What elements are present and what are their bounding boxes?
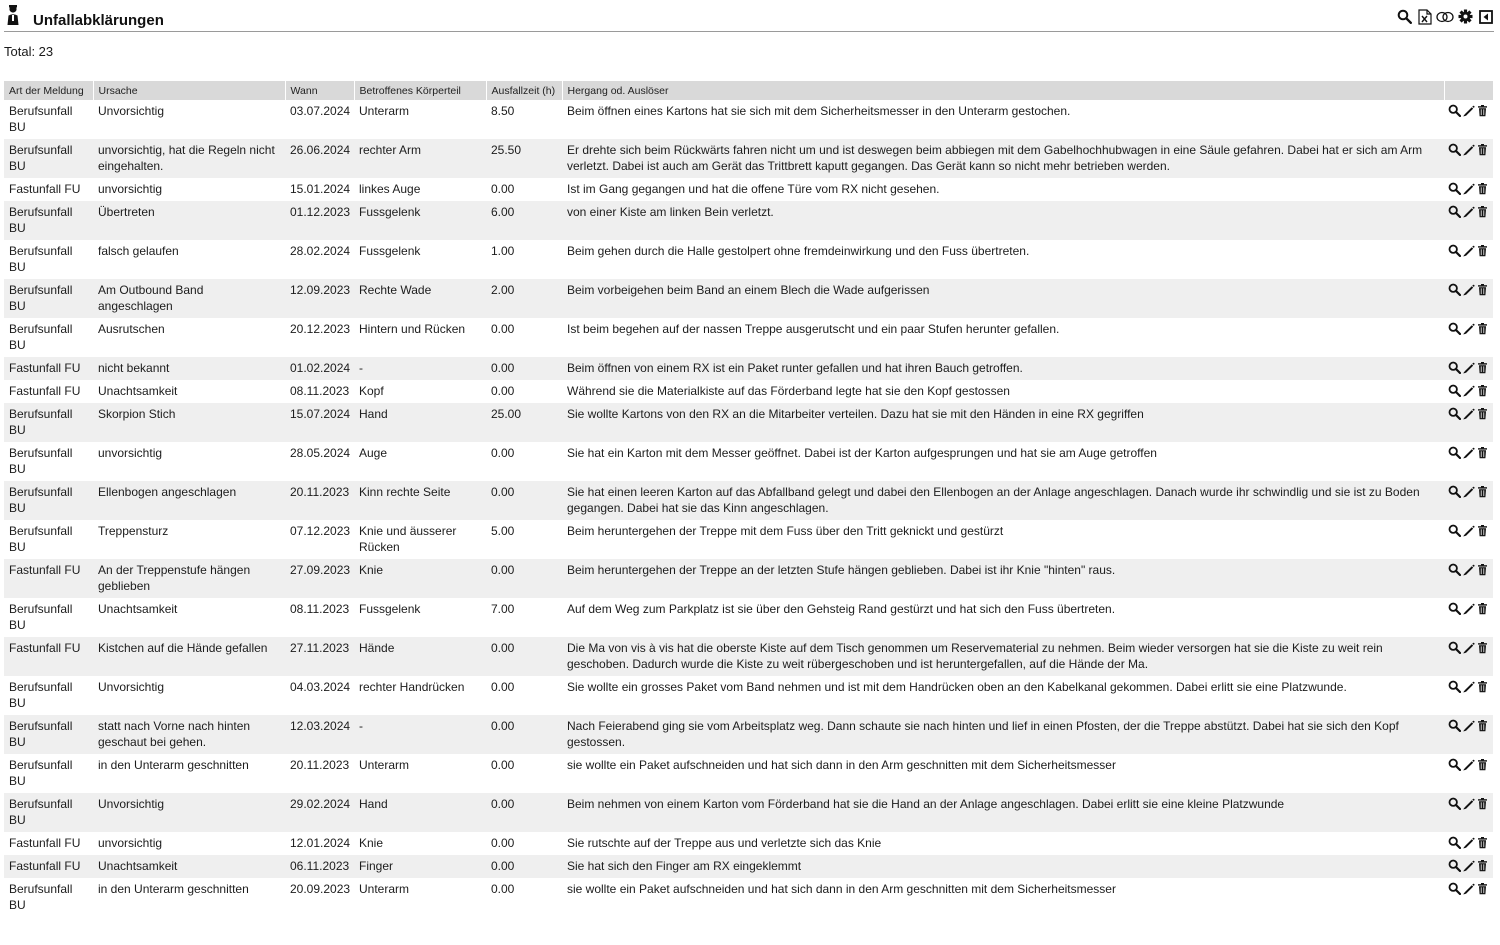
- cell-wann: 04.03.2024: [285, 676, 354, 715]
- cell-ursache: unvorsichtig, hat die Regeln nicht eingehalten.: [93, 139, 285, 178]
- cell-koerperteil: -: [354, 357, 486, 380]
- cell-art: Fastunfall FU: [4, 357, 93, 380]
- collapse-panel-icon[interactable]: [1477, 8, 1494, 25]
- search-icon[interactable]: [1448, 407, 1461, 420]
- row-actions: [1444, 357, 1493, 380]
- table-row[interactable]: [4, 878, 1493, 917]
- row-actions: [1444, 481, 1493, 520]
- table-row[interactable]: [4, 442, 1493, 481]
- cell-ausfallzeit: 25.50: [486, 139, 562, 178]
- cell-ursache: in den Unterarm geschnitten: [93, 878, 285, 917]
- cell-ausfallzeit: 0.00: [486, 754, 562, 793]
- cell-koerperteil: linkes Auge: [354, 178, 486, 201]
- cell-art: Berufsunfall BU: [4, 201, 93, 240]
- pencil-icon[interactable]: [1462, 836, 1475, 849]
- search-icon[interactable]: [1448, 283, 1461, 296]
- cell-koerperteil: Unterarm: [354, 754, 486, 793]
- cell-art: Fastunfall FU: [4, 855, 93, 878]
- cell-ursache: Unvorsichtig: [93, 676, 285, 715]
- search-icon[interactable]: [1448, 244, 1461, 257]
- cell-wann: 12.01.2024: [285, 832, 354, 855]
- cell-ausfallzeit: 8.50: [486, 100, 562, 139]
- trash-icon[interactable]: [1476, 641, 1489, 654]
- column-header-hergang[interactable]: Hergang od. Auslöser: [562, 81, 1444, 100]
- trash-icon[interactable]: [1476, 361, 1489, 374]
- table-row[interactable]: [4, 855, 1493, 878]
- table-body: [4, 100, 1493, 917]
- cell-hergang: Beim nehmen von einem Karton vom Förderband hat sie die Hand an der Anlage angeschlagen. Dabei erlitt sie eine kleine Platzwunde: [562, 793, 1444, 832]
- cell-ausfallzeit: 6.00: [486, 201, 562, 240]
- cell-hergang: Beim heruntergehen der Treppe mit dem Fuss über den Tritt geknickt und gestürzt: [562, 520, 1444, 559]
- table-row[interactable]: [4, 403, 1493, 442]
- cell-ursache: unvorsichtig: [93, 178, 285, 201]
- row-actions: [1444, 139, 1493, 178]
- table-row[interactable]: [4, 357, 1493, 380]
- pencil-icon[interactable]: [1462, 797, 1475, 810]
- table-row[interactable]: [4, 832, 1493, 855]
- pencil-icon[interactable]: [1462, 882, 1475, 895]
- cell-koerperteil: Finger: [354, 855, 486, 878]
- cell-ausfallzeit: 0.00: [486, 676, 562, 715]
- cell-ursache: Ellenbogen angeschlagen: [93, 481, 285, 520]
- trash-icon[interactable]: [1476, 563, 1489, 576]
- cell-ausfallzeit: 25.00: [486, 403, 562, 442]
- cell-ursache: statt nach Vorne nach hinten geschaut bei gehen.: [93, 715, 285, 754]
- cell-hergang: Er drehte sich beim Rückwärts fahren nicht um und ist deswegen beim abbiegen mit dem Gabelhochhubwagen in eine Säule gefahren. Dabei hat er sich am Arm verletzt. Dabei ist auch am Gerät das Trittbrett kaputt gegangen. Das Gerät kann so nicht mehr betrieben werden.: [562, 139, 1444, 178]
- cell-hergang: Sie wollte ein grosses Paket vom Band nehmen und ist mit dem Handrücken oben an den Kabelkanal gekommen. Dabei erlitt sie eine Platzwunde.: [562, 676, 1444, 715]
- search-icon[interactable]: [1448, 719, 1461, 732]
- cell-art: Berufsunfall BU: [4, 676, 93, 715]
- cell-ausfallzeit: 0.00: [486, 878, 562, 917]
- row-actions: [1444, 100, 1493, 139]
- cell-art: Berufsunfall BU: [4, 481, 93, 520]
- gear-icon[interactable]: [1457, 8, 1474, 25]
- pencil-icon[interactable]: [1462, 407, 1475, 420]
- search-icon[interactable]: [1448, 384, 1461, 397]
- pencil-icon[interactable]: [1462, 182, 1475, 195]
- cell-wann: 01.12.2023: [285, 201, 354, 240]
- table-header-row: [4, 81, 1493, 100]
- cell-art: Berufsunfall BU: [4, 442, 93, 481]
- pencil-icon[interactable]: [1462, 524, 1475, 537]
- search-icon[interactable]: [1448, 205, 1461, 218]
- row-actions: [1444, 201, 1493, 240]
- table-row[interactable]: [4, 178, 1493, 201]
- cell-ursache: unvorsichtig: [93, 442, 285, 481]
- cell-hergang: Beim gehen durch die Halle gestolpert ohne fremdeinwirkung und den Fuss übertreten.: [562, 240, 1444, 279]
- pencil-icon[interactable]: [1462, 283, 1475, 296]
- cell-wann: 12.03.2024: [285, 715, 354, 754]
- cell-wann: 27.09.2023: [285, 559, 354, 598]
- table-row[interactable]: [4, 481, 1493, 520]
- page-header: [4, 0, 1494, 32]
- pencil-icon[interactable]: [1462, 758, 1475, 771]
- search-icon[interactable]: [1396, 8, 1413, 25]
- cell-ursache: nicht bekannt: [93, 357, 285, 380]
- search-icon[interactable]: [1448, 104, 1461, 117]
- search-icon[interactable]: [1448, 446, 1461, 459]
- pencil-icon[interactable]: [1462, 680, 1475, 693]
- cell-hergang: Sie hat einen leeren Karton auf das Abfallband gelegt und dabei den Ellenbogen an der Anlage angeschlagen. Danach wurde ihr schwindlig und sie ist zu Boden gegangen. Dabei hat sie das Kinn angeschlagen.: [562, 481, 1444, 520]
- accident-table: [4, 81, 1494, 917]
- cell-koerperteil: rechter Handrücken: [354, 676, 486, 715]
- cell-ausfallzeit: 7.00: [486, 598, 562, 637]
- search-icon[interactable]: [1448, 882, 1461, 895]
- cell-hergang: sie wollte ein Paket aufschneiden und hat sich dann in den Arm geschnitten mit dem Sicherheitsmesser: [562, 754, 1444, 793]
- pencil-icon[interactable]: [1462, 859, 1475, 872]
- cell-koerperteil: rechter Arm: [354, 139, 486, 178]
- cell-ursache: unvorsichtig: [93, 832, 285, 855]
- cell-wann: 12.09.2023: [285, 279, 354, 318]
- cell-hergang: Die Ma von vis à vis hat die oberste Kiste auf dem Tisch genommen um Reservematerial zu nehmen. Beim wieder versorgen hat sie die Kiste zu weit rein geschoben. Dadurch wurde die Kiste zu weit rübergeschoben und ist heruntergefallen, auf die Hände der Ma.: [562, 637, 1444, 676]
- cell-wann: 15.07.2024: [285, 403, 354, 442]
- cell-hergang: Sie wollte Kartons von den RX an die Mitarbeiter verteilen. Dazu hat sie mit den Händen in eine RX gegriffen: [562, 403, 1444, 442]
- table-row[interactable]: [4, 676, 1493, 715]
- cell-hergang: Während sie die Materialkiste auf das Förderband legte hat sie den Kopf gestossen: [562, 380, 1444, 403]
- pencil-icon[interactable]: [1462, 719, 1475, 732]
- column-header-art[interactable]: Art der Meldung: [4, 81, 93, 100]
- search-icon[interactable]: [1448, 143, 1461, 156]
- search-icon[interactable]: [1448, 602, 1461, 615]
- trash-icon[interactable]: [1476, 283, 1489, 296]
- pencil-icon[interactable]: [1462, 446, 1475, 459]
- cell-hergang: Ist beim begehen auf der nassen Treppe ausgerutscht und ein paar Stufen herunter gefallen.: [562, 318, 1444, 357]
- row-actions: [1444, 878, 1493, 917]
- trash-icon[interactable]: [1476, 104, 1489, 117]
- row-actions: [1444, 855, 1493, 878]
- cell-art: Berufsunfall BU: [4, 793, 93, 832]
- trash-icon[interactable]: [1476, 143, 1489, 156]
- pencil-icon[interactable]: [1462, 485, 1475, 498]
- toolbar: [1396, 8, 1494, 25]
- cell-koerperteil: Unterarm: [354, 100, 486, 139]
- search-icon[interactable]: [1448, 485, 1461, 498]
- row-actions: [1444, 715, 1493, 754]
- cell-koerperteil: Hand: [354, 793, 486, 832]
- search-icon[interactable]: [1448, 182, 1461, 195]
- cell-hergang: Sie rutschte auf der Treppe aus und verletzte sich das Knie: [562, 832, 1444, 855]
- cell-art: Berufsunfall BU: [4, 240, 93, 279]
- column-header-actions: [1444, 81, 1493, 100]
- row-actions: [1444, 442, 1493, 481]
- cell-art: Berufsunfall BU: [4, 520, 93, 559]
- cell-ursache: Unachtsamkeit: [93, 855, 285, 878]
- search-icon[interactable]: [1448, 797, 1461, 810]
- cell-art: Fastunfall FU: [4, 559, 93, 598]
- cell-koerperteil: Hand: [354, 403, 486, 442]
- cell-ursache: Am Outbound Band angeschlagen: [93, 279, 285, 318]
- row-actions: [1444, 637, 1493, 676]
- trash-icon[interactable]: [1476, 322, 1489, 335]
- excel-export-icon[interactable]: [1416, 8, 1433, 25]
- table-row[interactable]: [4, 100, 1493, 139]
- trash-icon[interactable]: [1476, 485, 1489, 498]
- cell-ausfallzeit: 0.00: [486, 715, 562, 754]
- trash-icon[interactable]: [1476, 182, 1489, 195]
- cell-art: Berufsunfall BU: [4, 318, 93, 357]
- pencil-icon[interactable]: [1462, 205, 1475, 218]
- row-actions: [1444, 832, 1493, 855]
- cell-hergang: Sie hat sich den Finger am RX eingeklemmt: [562, 855, 1444, 878]
- cell-ausfallzeit: 1.00: [486, 240, 562, 279]
- search-icon[interactable]: [1448, 641, 1461, 654]
- cell-art: Fastunfall FU: [4, 178, 93, 201]
- trash-icon[interactable]: [1476, 836, 1489, 849]
- cell-ausfallzeit: 5.00: [486, 520, 562, 559]
- table-row[interactable]: [4, 380, 1493, 403]
- cell-hergang: Nach Feierabend ging sie vom Arbeitsplatz weg. Dann schaute sie nach hinten und lief in einen Pfosten, der die Treppe abstützt. Dabei hat sie sich den Kopf gestossen.: [562, 715, 1444, 754]
- pencil-icon[interactable]: [1462, 104, 1475, 117]
- pencil-icon[interactable]: [1462, 143, 1475, 156]
- row-actions: [1444, 520, 1493, 559]
- table-row[interactable]: [4, 201, 1493, 240]
- cell-wann: 20.11.2023: [285, 754, 354, 793]
- row-actions: [1444, 240, 1493, 279]
- cell-ausfallzeit: 0.00: [486, 793, 562, 832]
- cell-ausfallzeit: 2.00: [486, 279, 562, 318]
- table-row[interactable]: [4, 598, 1493, 637]
- cell-koerperteil: Fussgelenk: [354, 201, 486, 240]
- cell-ursache: Unvorsichtig: [93, 793, 285, 832]
- cell-ursache: Skorpion Stich: [93, 403, 285, 442]
- cell-wann: 26.06.2024: [285, 139, 354, 178]
- toggle-view-icon[interactable]: [1436, 8, 1454, 25]
- cell-koerperteil: Hände: [354, 637, 486, 676]
- trash-icon[interactable]: [1476, 758, 1489, 771]
- row-actions: [1444, 793, 1493, 832]
- cell-hergang: Beim heruntergehen der Treppe an der letzten Stufe hängen geblieben. Dabei ist ihr Knie "hinten" raus.: [562, 559, 1444, 598]
- person-icon: [6, 4, 22, 26]
- cell-wann: 01.02.2024: [285, 357, 354, 380]
- total-count: Total: 23: [4, 44, 54, 59]
- pencil-icon[interactable]: [1462, 641, 1475, 654]
- cell-ausfallzeit: 0.00: [486, 178, 562, 201]
- pencil-icon[interactable]: [1462, 563, 1475, 576]
- cell-art: Berufsunfall BU: [4, 279, 93, 318]
- cell-ausfallzeit: 0.00: [486, 832, 562, 855]
- cell-ausfallzeit: 0.00: [486, 559, 562, 598]
- cell-koerperteil: Knie: [354, 559, 486, 598]
- pencil-icon[interactable]: [1462, 322, 1475, 335]
- cell-koerperteil: Unterarm: [354, 878, 486, 917]
- cell-wann: 20.11.2023: [285, 481, 354, 520]
- cell-ausfallzeit: 0.00: [486, 318, 562, 357]
- row-actions: [1444, 403, 1493, 442]
- cell-koerperteil: Fussgelenk: [354, 598, 486, 637]
- cell-ursache: Ausrutschen: [93, 318, 285, 357]
- cell-hergang: Beim vorbeigehen beim Band an einem Blech die Wade aufgerissen: [562, 279, 1444, 318]
- cell-koerperteil: Kinn rechte Seite: [354, 481, 486, 520]
- column-header-ursache[interactable]: Ursache: [93, 81, 285, 100]
- cell-koerperteil: Auge: [354, 442, 486, 481]
- table-row[interactable]: [4, 793, 1493, 832]
- cell-art: Berufsunfall BU: [4, 715, 93, 754]
- row-actions: [1444, 318, 1493, 357]
- cell-koerperteil: Knie und äusserer Rücken: [354, 520, 486, 559]
- row-actions: [1444, 754, 1493, 793]
- cell-art: Berufsunfall BU: [4, 100, 93, 139]
- table-row[interactable]: [4, 754, 1493, 793]
- cell-wann: 15.01.2024: [285, 178, 354, 201]
- cell-art: Berufsunfall BU: [4, 403, 93, 442]
- cell-hergang: Beim öffnen eines Kartons hat sie sich mit dem Sicherheitsmesser in den Unterarm gestochen.: [562, 100, 1444, 139]
- cell-ursache: Kistchen auf die Hände gefallen: [93, 637, 285, 676]
- table-row[interactable]: [4, 240, 1493, 279]
- search-icon[interactable]: [1448, 361, 1461, 374]
- cell-ausfallzeit: 0.00: [486, 481, 562, 520]
- cell-wann: 08.11.2023: [285, 598, 354, 637]
- pencil-icon[interactable]: [1462, 244, 1475, 257]
- table-row[interactable]: [4, 715, 1493, 754]
- cell-wann: 20.09.2023: [285, 878, 354, 917]
- cell-wann: 08.11.2023: [285, 380, 354, 403]
- cell-wann: 07.12.2023: [285, 520, 354, 559]
- search-icon[interactable]: [1448, 859, 1461, 872]
- row-actions: [1444, 380, 1493, 403]
- cell-art: Berufsunfall BU: [4, 754, 93, 793]
- pencil-icon[interactable]: [1462, 602, 1475, 615]
- cell-ursache: falsch gelaufen: [93, 240, 285, 279]
- row-actions: [1444, 598, 1493, 637]
- cell-art: Berufsunfall BU: [4, 139, 93, 178]
- cell-wann: 29.02.2024: [285, 793, 354, 832]
- cell-hergang: von einer Kiste am linken Bein verletzt.: [562, 201, 1444, 240]
- cell-koerperteil: Kopf: [354, 380, 486, 403]
- trash-icon[interactable]: [1476, 719, 1489, 732]
- cell-wann: 28.05.2024: [285, 442, 354, 481]
- trash-icon[interactable]: [1476, 859, 1489, 872]
- search-icon[interactable]: [1448, 563, 1461, 576]
- table-row[interactable]: [4, 279, 1493, 318]
- cell-wann: 28.02.2024: [285, 240, 354, 279]
- row-actions: [1444, 676, 1493, 715]
- cell-koerperteil: Rechte Wade: [354, 279, 486, 318]
- trash-icon[interactable]: [1476, 680, 1489, 693]
- cell-koerperteil: Knie: [354, 832, 486, 855]
- cell-ursache: in den Unterarm geschnitten: [93, 754, 285, 793]
- search-icon[interactable]: [1448, 524, 1461, 537]
- cell-ausfallzeit: 0.00: [486, 637, 562, 676]
- trash-icon[interactable]: [1476, 602, 1489, 615]
- table-row[interactable]: [4, 139, 1493, 178]
- cell-ursache: Treppensturz: [93, 520, 285, 559]
- cell-art: Berufsunfall BU: [4, 878, 93, 917]
- trash-icon[interactable]: [1476, 797, 1489, 810]
- cell-art: Fastunfall FU: [4, 380, 93, 403]
- cell-art: Berufsunfall BU: [4, 598, 93, 637]
- trash-icon[interactable]: [1476, 407, 1489, 420]
- column-header-ausfallzeit[interactable]: Ausfallzeit (h): [486, 81, 562, 100]
- column-header-wann[interactable]: Wann: [285, 81, 354, 100]
- cell-ausfallzeit: 0.00: [486, 380, 562, 403]
- trash-icon[interactable]: [1476, 205, 1489, 218]
- table-row[interactable]: [4, 637, 1493, 676]
- cell-ursache: Unvorsichtig: [93, 100, 285, 139]
- row-actions: [1444, 559, 1493, 598]
- cell-hergang: sie wollte ein Paket aufschneiden und hat sich dann in den Arm geschnitten mit dem Sicherheitsmesser: [562, 878, 1444, 917]
- table-row[interactable]: [4, 520, 1493, 559]
- cell-koerperteil: Fussgelenk: [354, 240, 486, 279]
- search-icon[interactable]: [1448, 758, 1461, 771]
- column-header-koerperteil[interactable]: Betroffenes Körperteil: [354, 81, 486, 100]
- cell-ausfallzeit: 0.00: [486, 855, 562, 878]
- cell-wann: 27.11.2023: [285, 637, 354, 676]
- cell-ursache: An der Treppenstufe hängen geblieben: [93, 559, 285, 598]
- cell-ausfallzeit: 0.00: [486, 442, 562, 481]
- table-row[interactable]: [4, 318, 1493, 357]
- cell-ursache: Unachtsamkeit: [93, 380, 285, 403]
- cell-koerperteil: -: [354, 715, 486, 754]
- row-actions: [1444, 178, 1493, 201]
- cell-koerperteil: Hintern und Rücken: [354, 318, 486, 357]
- cell-wann: 03.07.2024: [285, 100, 354, 139]
- search-icon[interactable]: [1448, 836, 1461, 849]
- cell-hergang: Beim öffnen von einem RX ist ein Paket runter gefallen und hat ihren Bauch getroffen.: [562, 357, 1444, 380]
- row-actions: [1444, 279, 1493, 318]
- pencil-icon[interactable]: [1462, 361, 1475, 374]
- cell-hergang: Auf dem Weg zum Parkplatz ist sie über den Gehsteig Rand gestürzt und hat sich den Fuss übertreten.: [562, 598, 1444, 637]
- cell-wann: 20.12.2023: [285, 318, 354, 357]
- cell-ursache: Unachtsamkeit: [93, 598, 285, 637]
- trash-icon[interactable]: [1476, 384, 1489, 397]
- cell-ursache: Übertreten: [93, 201, 285, 240]
- search-icon[interactable]: [1448, 680, 1461, 693]
- trash-icon[interactable]: [1476, 446, 1489, 459]
- search-icon[interactable]: [1448, 322, 1461, 335]
- cell-hergang: Ist im Gang gegangen und hat die offene Türe vom RX nicht gesehen.: [562, 178, 1444, 201]
- trash-icon[interactable]: [1476, 882, 1489, 895]
- trash-icon[interactable]: [1476, 524, 1489, 537]
- cell-art: Fastunfall FU: [4, 832, 93, 855]
- cell-wann: 06.11.2023: [285, 855, 354, 878]
- page-title: Unfallabklärungen: [33, 12, 164, 29]
- cell-hergang: Sie hat ein Karton mit dem Messer geöffnet. Dabei ist der Karton aufgesprungen und hat sie am Auge getroffen: [562, 442, 1444, 481]
- trash-icon[interactable]: [1476, 244, 1489, 257]
- cell-art: Fastunfall FU: [4, 637, 93, 676]
- table-row[interactable]: [4, 559, 1493, 598]
- pencil-icon[interactable]: [1462, 384, 1475, 397]
- cell-ausfallzeit: 0.00: [486, 357, 562, 380]
